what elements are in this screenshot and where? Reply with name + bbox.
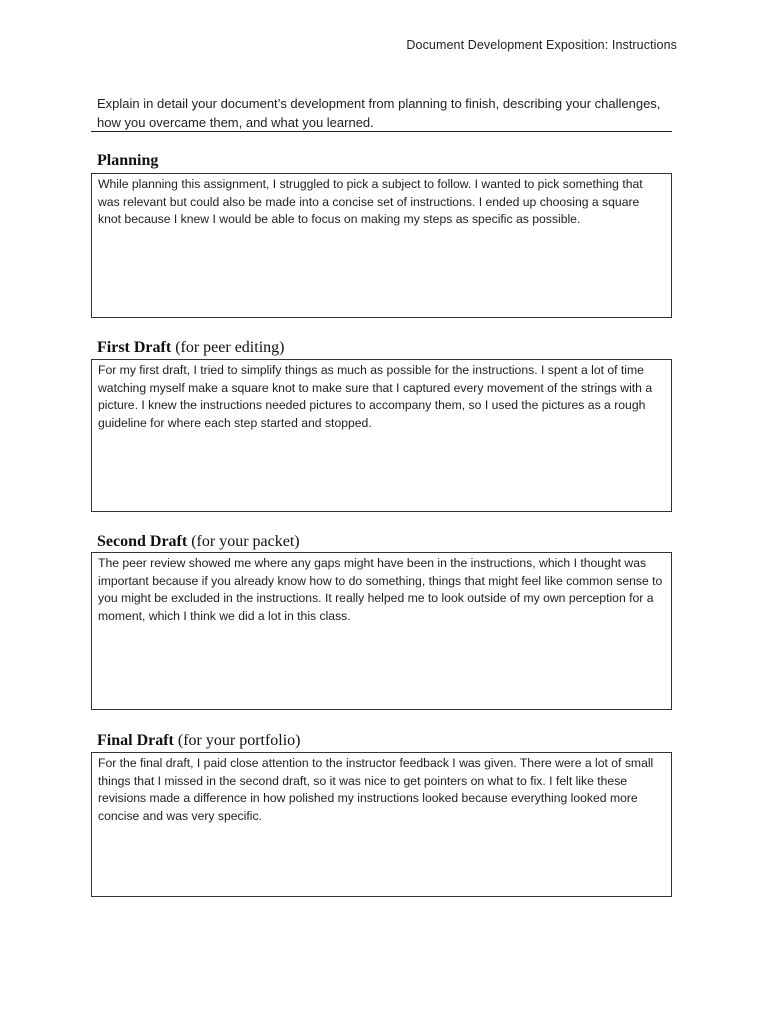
section-subheading: (for your portfolio) (177, 732, 301, 749)
second-draft-response-box[interactable]: The peer review showed me where any gaps might have been in the instructions, which I thought was important because if you already know how to do something, things that might feel like common sense to you might be excluded in the instructions. It really helped me to look outside of my own perception for a moment, which I think we did a lot in this class. (91, 552, 672, 710)
divider (91, 131, 672, 132)
section-heading: First Draft (97, 339, 172, 356)
section-heading: Second Draft (97, 533, 188, 550)
section-title-second-draft (97, 533, 300, 551)
section-heading: Planning (97, 152, 159, 169)
planning-response-box[interactable]: While planning this assignment, I struggled to pick a subject to follow. I wanted to pick something that was relevant but could also be made into a concise set of instructions. I ended up choosing a square knot because I knew I would be able to focus on making my steps as specific as possible. (91, 173, 672, 318)
document-header: Document Development Exposition: Instructions (406, 38, 677, 52)
section-heading: Final Draft (97, 732, 174, 749)
section-title-first-draft (97, 339, 284, 357)
final-draft-response-box[interactable]: For the final draft, I paid close attention to the instructor feedback I was given. There were a lot of small things that I missed in the second draft, so it was nice to get pointers on what to fix. I felt like these revisions made a difference in how polished my instructions looked because everything looked more concise and was very specific. (91, 752, 672, 897)
section-subheading: (for peer editing) (175, 339, 285, 356)
first-draft-response-box[interactable]: For my first draft, I tried to simplify things as much as possible for the instructions. I spent a lot of time watching myself make a square knot to make sure that I captured every movement of the strings with a picture. I knew the instructions needed pictures to accompany them, so I used the pictures as a rough guideline for where each step started and stopped. (91, 359, 672, 512)
section-title-final-draft (97, 732, 301, 750)
section-title-planning (97, 152, 158, 170)
instructions-prompt: Explain in detail your document’s development from planning to finish, describing your challenges, how you overcame them, and what you learned. (97, 96, 661, 130)
section-subheading: (for your packet) (191, 533, 300, 550)
